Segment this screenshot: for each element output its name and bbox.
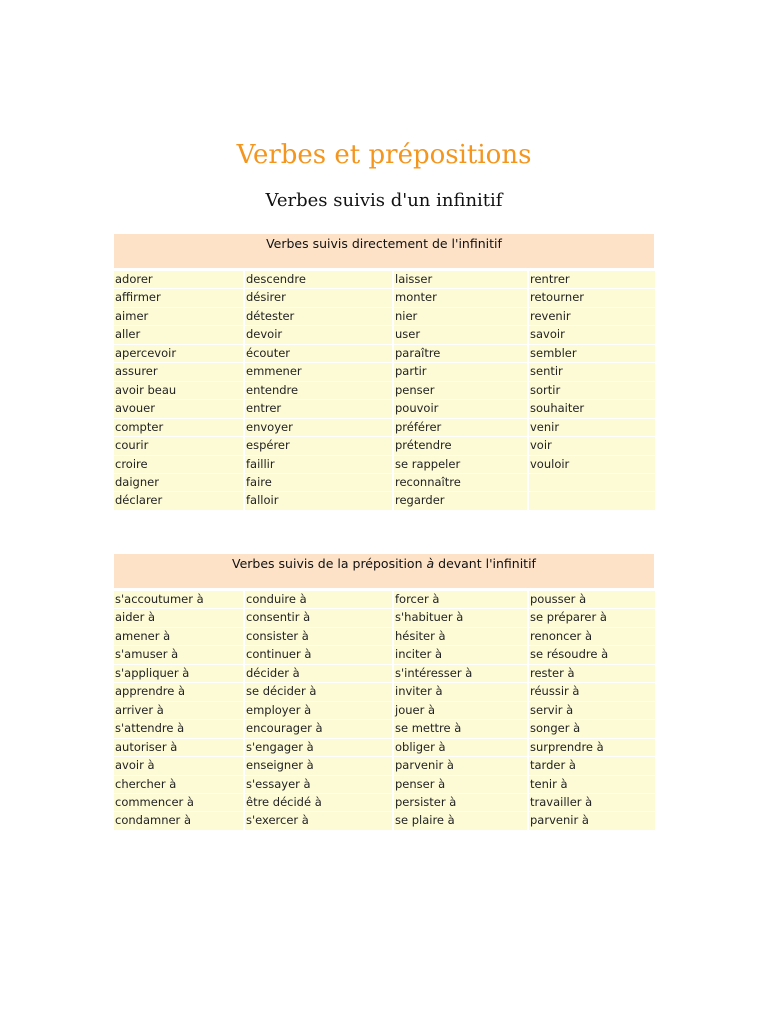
table-cell: revenir [529, 308, 655, 326]
table-cell: rester à [529, 665, 655, 683]
table-cell: reconnaître [394, 474, 527, 492]
table-cell: inviter à [394, 683, 527, 701]
table-cell: se mettre à [394, 720, 527, 738]
table-heading-text-before: Verbes suivis de la préposition [232, 556, 427, 571]
table-cell: s'appliquer à [114, 665, 243, 683]
table-cell: faillir [245, 456, 392, 474]
table-row [114, 492, 654, 510]
table-cell: pousser à [529, 591, 655, 609]
table-row [114, 271, 654, 289]
table-cell: consentir à [245, 609, 392, 627]
table-cell: avoir beau [114, 382, 243, 400]
table-cell: jouer à [394, 702, 527, 720]
table-row [114, 308, 654, 326]
table-cell: obliger à [394, 739, 527, 757]
table-cell: écouter [245, 345, 392, 363]
table-cell: sembler [529, 345, 655, 363]
table-cell: s'accoutumer à [114, 591, 243, 609]
table-cell: sentir [529, 363, 655, 381]
table-cell: avouer [114, 400, 243, 418]
table-row [114, 812, 654, 830]
table-cell: sortir [529, 382, 655, 400]
table-heading [114, 234, 654, 268]
table-cell: consister à [245, 628, 392, 646]
table-cell: courir [114, 437, 243, 455]
table-cell: condamner à [114, 812, 243, 830]
table-row [114, 739, 654, 757]
table-cell: employer à [245, 702, 392, 720]
table-row [114, 419, 654, 437]
table-cell: s'habituer à [394, 609, 527, 627]
table-heading-emphasis: à [426, 556, 435, 571]
table-heading-text: Verbes suivis directement de l'infinitif [266, 236, 502, 251]
page-subtitle: Verbes suivis d'un infinitif [265, 190, 503, 211]
table-cell: affirmer [114, 289, 243, 307]
table-row [114, 776, 654, 794]
table-cell: préférer [394, 419, 527, 437]
table-cell: prétendre [394, 437, 527, 455]
table-cell: aller [114, 326, 243, 344]
table-cell: chercher à [114, 776, 243, 794]
table-cell: venir [529, 419, 655, 437]
page-title: Verbes et prépositions [236, 140, 532, 170]
table-cell: voir [529, 437, 655, 455]
table-cell: arriver à [114, 702, 243, 720]
table-cell: se plaire à [394, 812, 527, 830]
table-cell: croire [114, 456, 243, 474]
table-cell: hésiter à [394, 628, 527, 646]
table-cell: pouvoir [394, 400, 527, 418]
table-cell: continuer à [245, 646, 392, 664]
table-row [114, 345, 654, 363]
table-cell: vouloir [529, 456, 655, 474]
table-cell: falloir [245, 492, 392, 510]
table-cell: nier [394, 308, 527, 326]
table-cell: réussir à [529, 683, 655, 701]
table-cell: entendre [245, 382, 392, 400]
table-cell [529, 474, 655, 492]
table-cell: servir à [529, 702, 655, 720]
table-cell: se rappeler [394, 456, 527, 474]
table-cell: adorer [114, 271, 243, 289]
table-row [114, 646, 654, 664]
table-cell: compter [114, 419, 243, 437]
table-cell: partir [394, 363, 527, 381]
table-cell: décider à [245, 665, 392, 683]
table-cell: s'exercer à [245, 812, 392, 830]
table-cell: travailler à [529, 794, 655, 812]
table-direct-infinitive [114, 234, 654, 511]
table-cell: regarder [394, 492, 527, 510]
table-cell: persister à [394, 794, 527, 812]
table-cell: détester [245, 308, 392, 326]
table-row [114, 326, 654, 344]
table-cell: monter [394, 289, 527, 307]
table-cell: avoir à [114, 757, 243, 775]
table-cell: aider à [114, 609, 243, 627]
table-cell: autoriser à [114, 739, 243, 757]
table-preposition-a [114, 554, 654, 831]
table-heading-text-after: devant l'infinitif [434, 556, 536, 571]
table-cell: souhaiter [529, 400, 655, 418]
table-cell: désirer [245, 289, 392, 307]
table-cell: aimer [114, 308, 243, 326]
table-cell: surprendre à [529, 739, 655, 757]
table-cell: rentrer [529, 271, 655, 289]
table-row [114, 456, 654, 474]
table-cell: paraître [394, 345, 527, 363]
table-cell: daigner [114, 474, 243, 492]
table-cell: être décidé à [245, 794, 392, 812]
table-cell: penser [394, 382, 527, 400]
table-cell: apercevoir [114, 345, 243, 363]
table-cell: conduire à [245, 591, 392, 609]
table-row [114, 683, 654, 701]
table-cell: penser à [394, 776, 527, 794]
table-body [114, 271, 654, 511]
table-row [114, 437, 654, 455]
table-cell: envoyer [245, 419, 392, 437]
table-cell: descendre [245, 271, 392, 289]
table-cell: se décider à [245, 683, 392, 701]
table-cell: s'essayer à [245, 776, 392, 794]
table-cell: apprendre à [114, 683, 243, 701]
table-cell: retourner [529, 289, 655, 307]
table-cell: espérer [245, 437, 392, 455]
table-cell: enseigner à [245, 757, 392, 775]
table-row [114, 363, 654, 381]
table-cell: renoncer à [529, 628, 655, 646]
table-cell: emmener [245, 363, 392, 381]
table-cell: s'amuser à [114, 646, 243, 664]
table-row [114, 609, 654, 627]
table-cell: commencer à [114, 794, 243, 812]
table-row [114, 757, 654, 775]
table-cell: encourager à [245, 720, 392, 738]
table-cell: forcer à [394, 591, 527, 609]
table-cell: tarder à [529, 757, 655, 775]
table-cell: se préparer à [529, 609, 655, 627]
table-row [114, 591, 654, 609]
table-cell: laisser [394, 271, 527, 289]
table-cell: savoir [529, 326, 655, 344]
table-cell: s'engager à [245, 739, 392, 757]
table-cell: user [394, 326, 527, 344]
table-row [114, 474, 654, 492]
table-row [114, 400, 654, 418]
table-cell: inciter à [394, 646, 527, 664]
table-cell: assurer [114, 363, 243, 381]
table-row [114, 794, 654, 812]
table-cell: tenir à [529, 776, 655, 794]
table-cell: s'attendre à [114, 720, 243, 738]
table-row [114, 665, 654, 683]
table-heading [114, 554, 654, 588]
table-cell: parvenir à [529, 812, 655, 830]
table-cell: entrer [245, 400, 392, 418]
table-cell: se résoudre à [529, 646, 655, 664]
table-cell: songer à [529, 720, 655, 738]
table-cell: s'intéresser à [394, 665, 527, 683]
table-cell [529, 492, 655, 510]
table-row [114, 702, 654, 720]
table-row [114, 628, 654, 646]
table-cell: déclarer [114, 492, 243, 510]
table-cell: devoir [245, 326, 392, 344]
table-row [114, 720, 654, 738]
table-row [114, 382, 654, 400]
table-cell: amener à [114, 628, 243, 646]
table-cell: parvenir à [394, 757, 527, 775]
table-body [114, 591, 654, 831]
table-row [114, 289, 654, 307]
table-cell: faire [245, 474, 392, 492]
